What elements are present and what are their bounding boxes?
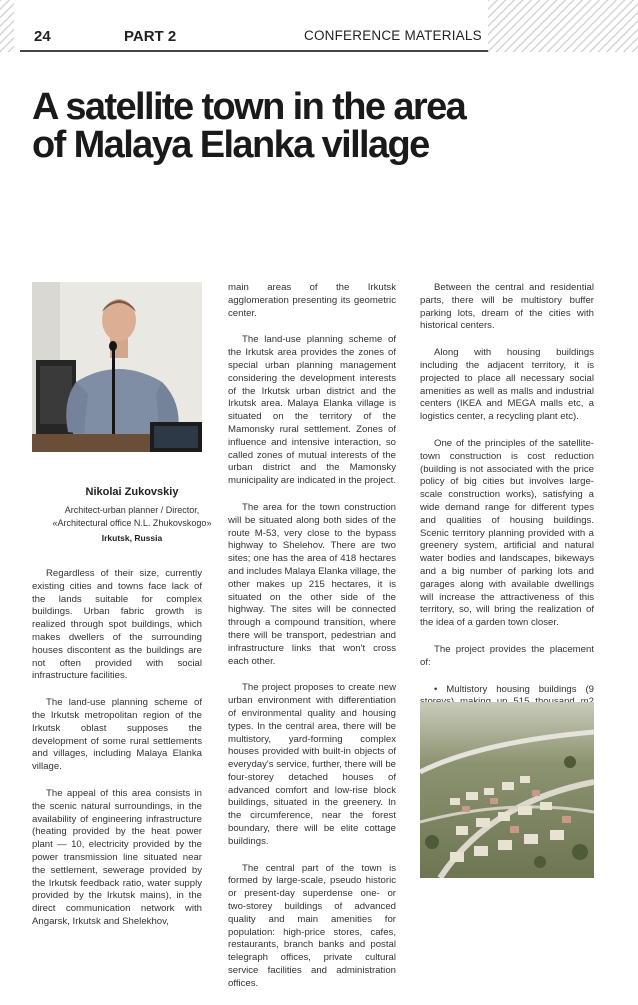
header-hatch-right (488, 0, 638, 52)
author-name: Nikolai Zukovskiy (85, 486, 179, 498)
article-title (32, 88, 622, 164)
paragraph-continued: main areas of the Irkutsk agglomeration presenting its geometric center. (228, 282, 396, 319)
header-hatch-left (0, 0, 14, 52)
text-column-3 (420, 282, 594, 749)
paragraph: The project provides the placement of: (420, 643, 594, 668)
paragraph: Regardless of their size, currently existing cities and towns face lack of the lands suitable for complex buildings. Urban fabric growth is realized through spot buildings, which makes dwellers of the surrounding houses discontent as the buildings are not often provided with social infrastructure facilities. (32, 568, 202, 682)
paragraph: Between the central and residential parts, there will be multistory buffer parking lots, dream of the cities with historical centers. (420, 282, 594, 332)
author-city: Irkutsk, Russia (101, 533, 163, 543)
paragraph: The land-use planning scheme of the Irkutsk metropolitan region of the Irkutsk oblast supposes the development of some rural settlements and villages, including Malaya Elanka village. (32, 697, 202, 773)
author-office: «Architectural office N.L. Zhukovskogo» (52, 518, 212, 528)
text-column-2 (228, 282, 396, 1005)
author-photo (32, 282, 202, 452)
page-number: 24 (34, 28, 51, 45)
town-rendering (420, 702, 594, 878)
paragraph: The appeal of this area consists in the scenic natural surroundings, in the availability of engineering infrastructure (heating provided by the heat power plant — 10, electricity provided by the power transmission line situated near the settlement, sewerage provided by the Irkutsk feedback ratio, water supply provided by the Irkutsk mains), in the direct communication network with Angarsk, Irkutsk and Shelekhov, (32, 787, 202, 927)
aerial-rendering-illustration (420, 702, 594, 878)
paragraph: The central part of the town is formed by large-scale, pseudo historic or present-day superdense one- or two-storey buildings of advanced quality and main amenities for population: high-price stores, cafes, restaurants, branch banks and postal telegraph offices, private cultural service facilities and administration offices. (228, 862, 396, 989)
part-label: PART 2 (124, 28, 177, 45)
section-label: CONFERENCE MATERIALS (304, 28, 482, 43)
page-header (20, 22, 488, 52)
author-role: Architect-urban planner / Director, (64, 505, 200, 515)
text-column-1 (32, 568, 202, 943)
paragraph: The area for the town construction will be situated along both sides of the route M-53, very close to the bypass highway to Shelehov. There are two sites; one has the area of 418 hectares and includes Malaya Elanka village, the other makes up 215 hectares, it is situated on the other side of the highway. The sites will be connected through a compound transition, where there will be transport, pedestrian and infrastructure links that won't cross each other. (228, 501, 396, 667)
title-line-1: A satellite town in the area (32, 86, 466, 128)
paragraph: The project proposes to create new urban environment with differentiation of environmental quality and housing types. In the central area, there will be multistory, yard-forming complex houses provided with built-in objects of everyday's service, further, there will be four-storey detached houses of advanced comfort and low-rise block buildings, situated in the greenery. In the circumference, near the forest boundary, there will be elite cottage buildings. (228, 682, 396, 847)
paragraph: The land-use planning scheme of the Irkutsk area provides the zones of special urban planning management considering the development interests of the Irkutsk urban district and the Irkutsk area. Malaya Elanka village is situated on the territory of the Mamonsky rural settlement. Zones of influence and intensive interaction, so called zones of mutual interests of the urban district and the Mamonsky municipality are indicated in the project. (228, 334, 396, 487)
speaker-illustration (32, 282, 202, 452)
title-line-2: of Malaya Elanka village (32, 124, 429, 166)
bullet-item: • Multistory housing buildings (9 (434, 683, 594, 695)
paragraph: One of the principles of the satellite-town construction is cost reduction (building is not associated with the price policy of big cities but involves large-scale construction works), satisfying a wide demand range for different types and qualities of housing buildings. Scenic territory planning provided with a greenery system, artificial and natural water bodies and landscapes, bikeways and a big number of parking lots and garages along with available dwellings will increase the attractiveness of this territory, so, will bring the realization of the idea of a garden town closer. (420, 437, 594, 629)
author-caption (32, 486, 232, 543)
paragraph: Along with housing buildings including the adjacent territory, it is projected to place all necessary social amenities as well as malls and industrial centers (IKEA and MEGA malls etc, a logistics center, a recycling plant etc). (420, 347, 594, 423)
